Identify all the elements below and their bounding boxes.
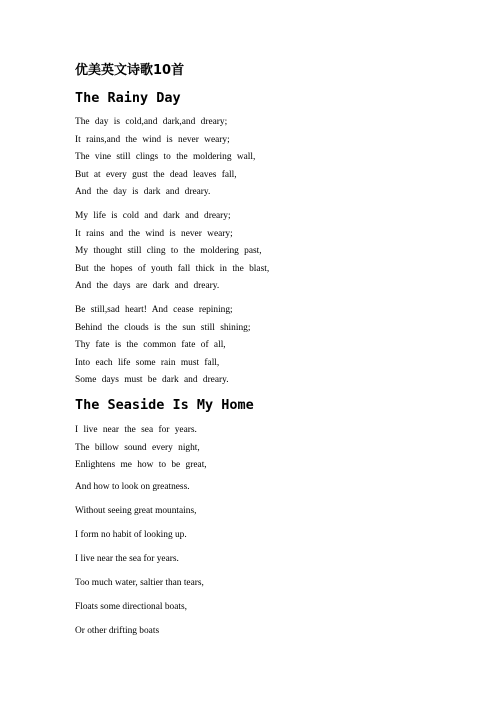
poem-line: The vine still clings to the moldering wall, [75, 152, 256, 163]
poem-stanza [75, 422, 475, 475]
poem-line: Behind the clouds is the sun still shining; [75, 322, 251, 333]
poem-line: And the days are dark and dreary. [75, 281, 220, 292]
poem-line: Thy fate is the common fate of all, [75, 340, 226, 351]
document-title: 优美英文诗歌10首 [75, 63, 185, 78]
poem-line: Into each life some rain must fall, [75, 357, 220, 368]
poem-line: And the day is dark and dreary. [75, 187, 211, 198]
poem-stanza [75, 481, 475, 638]
poem-stanza [75, 208, 475, 296]
poem-line: It rains and the wind is never weary; [75, 228, 233, 239]
poem-stanza [75, 302, 475, 390]
poem-line: I live near the sea for years. [75, 553, 179, 564]
poem-line: The billow sound every night, [75, 442, 200, 453]
poem-line: Enlightens me how to be great, [75, 460, 207, 471]
poem-title: The Rainy Day [75, 90, 181, 106]
poem-line: And how to look on greatness. [75, 481, 190, 492]
poem-line: My thought still cling to the moldering past, [75, 246, 262, 257]
poem-line: But the hopes of youth fall thick in the blast, [75, 263, 270, 274]
poem-line: Too much water, saltier than tears, [75, 578, 204, 589]
poem-line: My life is cold and dark and dreary; [75, 210, 231, 221]
poem-line: But at every gust the dead leaves fall, [75, 169, 237, 180]
poem-line: I live near the sea for years. [75, 424, 197, 435]
poem-line: I form no habit of looking up. [75, 529, 187, 540]
poem-stanza [75, 114, 475, 202]
poem-line: Or other drifting boats [75, 626, 160, 637]
poem-line: Floats some directional boats, [75, 602, 187, 613]
document-page [75, 62, 475, 649]
poem-line: The day is cold,and dark,and dreary; [75, 117, 228, 127]
poem-line: Without seeing great mountains, [75, 505, 197, 516]
poem-line: It rains,and the wind is never weary; [75, 134, 230, 145]
poem-line: Some days must be dark and dreary. [75, 375, 229, 386]
poem-line: Be still,sad heart! And cease repining; [75, 304, 233, 315]
poem-title: The Seaside Is My Home [75, 396, 254, 413]
